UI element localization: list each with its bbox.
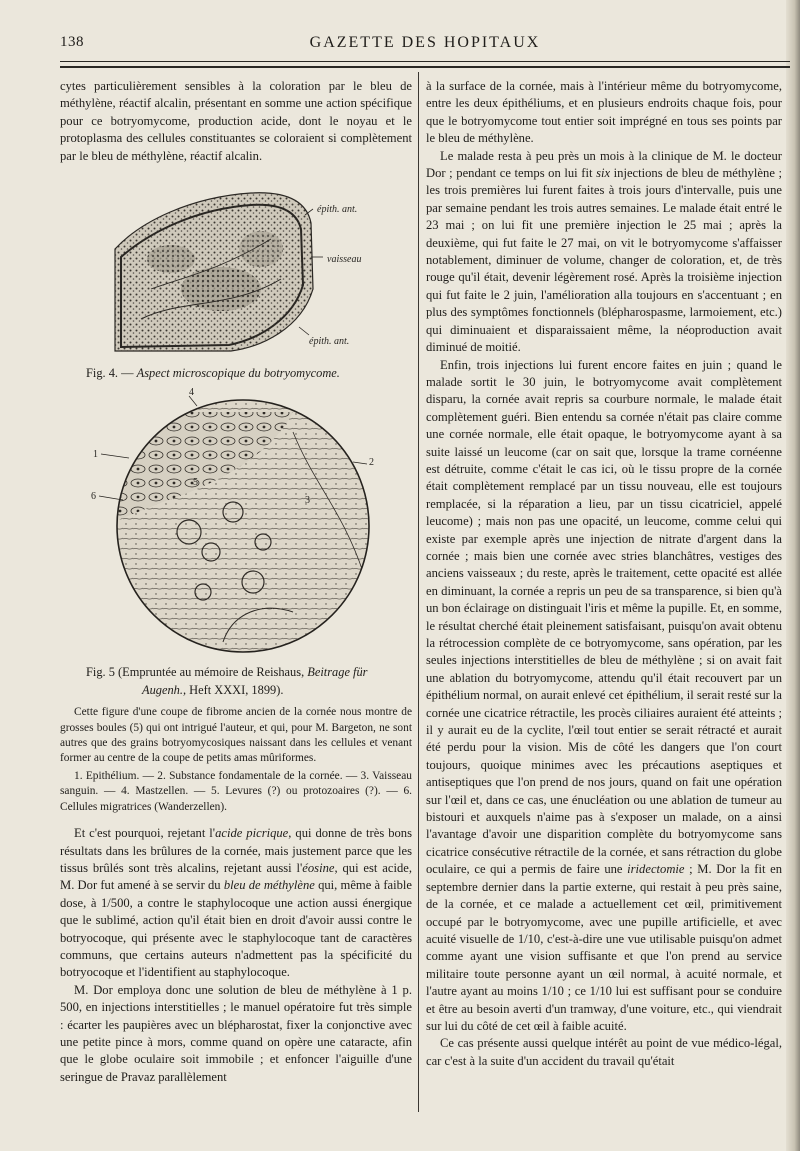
figure-5-description: Cette figure d'une coupe de fibrome ancien de la cornée nous montre de grosses boules (5) qui ont intrigué l'auteur, et qui, pour M. Bargeton, ne sont autres que des grains botryomycosiques naissant dans les cellules et venant former au centre de la coupe de petits amas mûriformes. [60,706,412,765]
text-run: Enfin, trois injections lui furent encore faites en juin ; quand le malade sortit le 30 juin, le botryomycome avait complètement disparu, la cornée avait repris sa courbure normale, le malade était complètement guéri. Bien entendu sa cornée n'était pas claire comme une cornée normale, elle était opaque, le botryomycome ayant à sa suite laissé un leucome (car on sait que, lorsque la trame cornéenne est détruite, comme c'était le cas ici, où le tissu propre de la cornée était complètement remplacé par un tissu nouveau, elle est toujours remplacée, si la réparation a lieu, par un tissu cicatriciel, appelé leucome) ; mais non pas une opacité, un leucome, comme celui qui existe par exemple après une injection de nitrate d'argent dans la cornée ; mais bien une cornée avec stries blanchâtres, vestiges des anciens vaisseaux ; du reste, après le traitement, cette opacité est allée en diminuant, la cornée a repris un peu de sa transparence, si bien qu'à un bon éclairage on distinguait l'iris et même la pupille. Et, en somme, le résultat cherché était pleinement satisfaisant, puisqu'on avait obtenu la rétrocession complète de ce botryomycome, sans opération, par les seules injections interstitielles de bleu de méthylène ; si on avait fait une ablation du botryomycome, attendu qu'il était recouvert par un épithélium normal, on aurait enlevé cet épithélium, il serait resté sur la cornée une cicatrice rétractile, les procès ciliaires auraient été atteints ; il y aurait eu de la cyclite, l'œil tout entier se serait rétracté et aurait été perdu pour la vision. Mis de côté les dangers que l'on court toujours, quoique minimes avec les précautions aseptiques et antiseptiques que l'on prend de nos jours, quand on fait une opération sur l'œil et, dans ce cas, une énucléation ou une ablation de tumeur au bistouri et auxquels n'aime pas à s'exposer un malade, on a ainsi l'avantage d'avoir une disparition complète du botryomycome sans cicatrice consécutive rétractile de la cornée, et sans rétraction du globe oculaire, ce qui a permis de faire une [426,357,782,877]
figure-5-marker: 1 [93,449,98,461]
page-edge [786,0,800,1151]
right-paragraph-3 [426,357,782,1036]
text-run: Et c'est pourquoi, rejetant l' [74,826,216,841]
figure-4-label-bottom: épith. ant. [309,336,350,348]
figure-5-marker: 5 [193,477,198,489]
journal-title: GAZETTE DES HOPITAUX [309,34,541,51]
column-divider [418,72,419,1112]
figure-4-caption-text: Aspect microscopique du botryomycome. [136,366,340,381]
page-number: 138 [60,34,84,50]
figure-4-label-top: épith. ant. [317,204,358,216]
figure-5 [91,387,379,660]
figure-4-caption-prefix: Fig. 4. — [86,366,134,381]
figure-4-caption [60,365,412,382]
figure-5-marker: 4 [189,387,194,399]
text-run: ; M. Dor la fit en septembre dernier dans la partie externe, qui restait à peu près saine, de la cornée, et ce malade a actuellement cet œil, primitivement occupé par le botryomycome, avec une pupille artificielle, et avec acuité visuelle de 1/10, c'est-à-dire une vue utilisable puisqu'on admet comme ayant une vision suffisante et que l'on prend au service militaire toute personne ayant un œil normal, à acuité normale, et l'autre ayant au moins 1/10 ; ce 1/10 lui est suffisant pour se conduire et être au besoin averti d'un tramway, d'une voiture, etc., qui viendrait sur lui du côté de cet œil à faible acuité. [426,862,782,1033]
cornea-fibroma-section [93,392,379,660]
text-run-italic: acide picrique [215,826,289,841]
figure-5-caption [60,664,412,699]
right-column [426,78,782,1070]
figure-5-caption-line: Fig. 5 (Empruntée au mémoire de Reishaus, [86,665,305,680]
left-paragraph-3: M. Dor employa donc une solution de bleu de méthylène à 1 p. 500, en injections interstitielles ; le manuel opératoire fut très simple : écarter les paupières avec un blépharostat, fixer la conjonctive avec une petite pince à mors, comme quand on opère une cataracte, afin que le globe oculaire soit immobile ; et enfoncer l'aiguille d'une seringue de Pravaz parallèlement [60,982,412,1084]
text-run-italic: éosine [302,860,335,875]
figure-4-label-mid: vaisseau [327,254,362,266]
header-rule-top [60,61,790,62]
right-paragraph-2 [426,148,782,357]
right-paragraph-4: Ce cas présente aussi quelque intérêt au point de vue médico-légal, car c'est à la suite d'un accident du travail qu'était [426,1036,782,1068]
figure-5-caption-journal: Beitrage für [307,665,368,680]
text-run: , qui donne de très bons résultats dans les brûlures de la cornée, mais justement parce que les tissus brûlés sont très alcalins, rejetant aussi l' [60,826,413,875]
page-header [60,34,790,56]
left-column [60,78,412,1086]
figure-5-caption-journal-abbrev: Augenh., [142,682,187,697]
text-run: Le malade resta à peu près un mois à la clinique de M. le docteur Dor ; pendant ce temps on lui fit [426,148,782,181]
right-paragraph-1: à la surface de la cornée, mais à l'intérieur même du botryomycome, entre les deux épithéliums, et en plusieurs endroits chaque fois, pour que le botryomycome tout entier soit imprégné en tous ses points par le bleu de méthylène. [426,79,782,146]
header-rule-bottom [60,66,790,68]
left-paragraph-1: cytes particulièrement sensibles à la coloration par le bleu de méthylène, réactif alcalin, présentant en somme une action spécifique pour ce botryomycome, production acide, dont le noyau et le protoplasma des cellules constituantes se coloraient si complètement par le bleu de méthylène, réactif alcalin. [60,79,412,163]
figure-5-marker: 3 [305,495,310,507]
text-run: qui, même à faible dose, à 1/500, a contre le staphylocoque une action aussi énergique que le sublimé, action qu'il était bien en droit d'avoir aussi contre le botryocoque, qui présente avec le staphylocoque tant de caractères communs, que certains auteurs n'admettent pas la spécificité du botryocoque et l'identifient au staphylocoque. [60,878,412,980]
figure-4 [111,179,361,359]
figure-5-marker: 2 [369,457,374,469]
left-paragraph-2 [60,825,412,982]
text-run-italic: iridectomie [627,862,685,877]
text-run: injections de bleu de méthylène ; les trois premières lui furent faites à trois jours d'intervalle, puis une par semaine pendant les trois autres semaines. Le malade était entré le 23 mai ; on lui fit une première injection le 25 mai ; après la deuxième, qui fut faite le 27 mai, on vit le botryomycome s'affaisser notablement, diminuer de volume, changer de coloration, et, de très rouge qu'il était, devenir légèrement rosé. Après la troisième injection qui fut faite le 2 juin, l'amélioration alla toujours en s'accentuant ; en plus des symptômes fonctionnels (blépharospasme, larmoiement, etc.) qui diminuaient et disparaissaient même, la néoproduction avait diminué de moitié. [426,166,783,355]
text-run-italic: bleu de méthylène [223,878,315,893]
figure-5-caption-issue: Heft XXXI, 1899). [189,682,284,697]
figure-5-marker: 6 [91,491,96,503]
text-run-italic: six [596,166,611,181]
text-run: , qui est acide, M. Dor fut amené à se servir du [60,860,412,893]
figure-5-legend: 1. Epithélium. — 2. Substance fondamentale de la cornée. — 3. Vaisseau sanguin. — 4. Mastzellen. — 5. Levures (?) ou protozoaires (?). — 6. Cellules migratrices (Wanderzellen). [60,769,412,813]
